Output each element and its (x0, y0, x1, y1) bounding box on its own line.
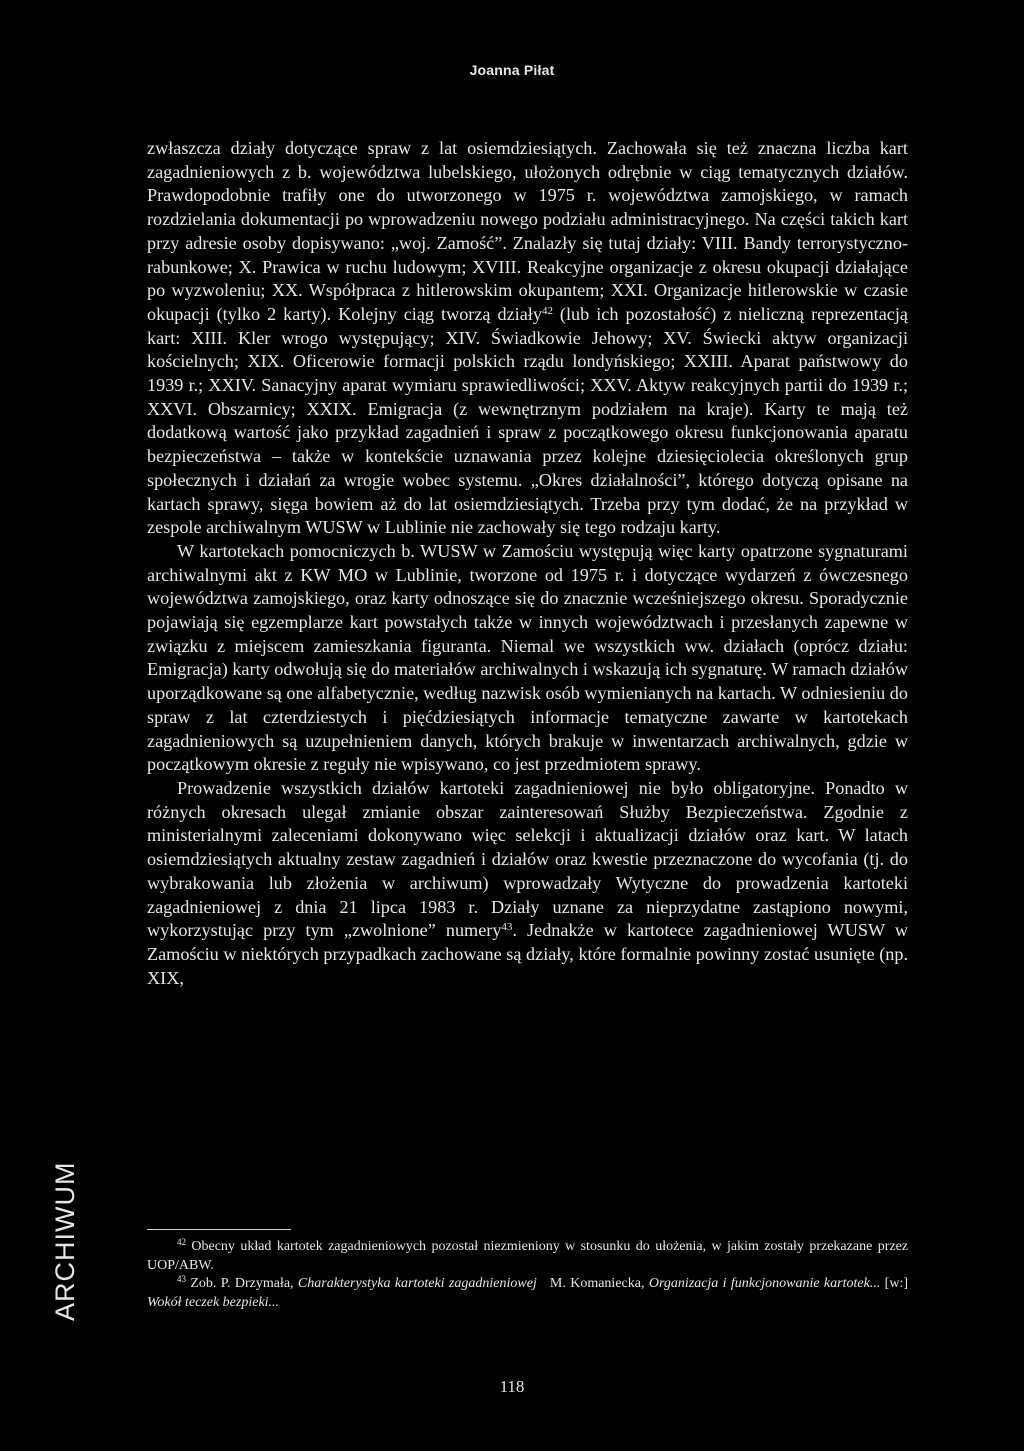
footnote-43-post: [w:] (880, 1276, 908, 1291)
paragraph-1-part-a: zwłaszcza działy dotyczące spraw z lat osiemdziesiątych. Zachowała się też znaczna liczba kart zagadnieniowych z b. województwa lubelskiego, ułożonych odrębnie w ciąg tematycznych działów. Prawdopodobnie trafiły one do utworzonego w 1975 r. województwa zamojskiego, w ramach rozdzielania dokumentacji po wprowadzeniu nowego podziału administracyjnego. Na części takich kart przy adresie osoby dopisywano: „woj. Zamość”. Znalazły się tutaj działy: VIII. Bandy terrorystyczno-rabunkowe; X. Prawica w ruchu ludowym; XVIII. Reakcyjne organizacje z okresu okupacji działające po wyzwoleniu; XX. Współpraca z hitlerowskim okupantem; XXI. Organizacje hitlerowskie w czasie okupacji (tylko 2 karty). Kolejny ciąg tworzą działy (147, 138, 908, 324)
paragraph-3-part-a: Prowadzenie wszystkich działów kartoteki zagadnieniowej nie było obligatoryjne. Ponadto w różnych okresach ulegał zmianie obszar zainteresowań Służby Bezpieczeństwa. Zgodnie z ministerialnymi zaleceniami dokonywano więc selekcji i aktualizacji działów oraz kart. W latach osiemdziesiątych aktualny zestaw zagadnień i działów oraz kwestie przeznaczone do wycofania (tj. do wybrakowania lub złożenia w archiwum) wprowadzały Wytyczne do prowadzenia kartoteki zagadnieniowej z dnia 21 lipca 1983 r. Działy uznane za nieprzydatne zastąpiono nowymi, wykorzystując przy tym „zwolnione” numery (147, 777, 908, 941)
footnote-43 (147, 1275, 908, 1312)
footnote-separator (147, 1229, 291, 1230)
paragraph-2 (147, 540, 908, 777)
footnote-42 (147, 1238, 908, 1275)
footnote-43-number: 43 (177, 1274, 186, 1284)
footnote-43-title-2: Organizacja i funkcjonowanie kartotek... (648, 1276, 881, 1291)
footnotes (147, 1238, 908, 1312)
paragraph-1-part-b: (lub ich pozostałość) z nieliczną reprezentacją kart: XIII. Kler wrogo występujący; XIV. Świadkowie Jehowy; XV. Świecki aktyw organizacji kościelnych; XIX. Oficerowie formacji polskich rządu londyńskiego; XXIII. Aparat państwowy do 1939 r.; XXIV. Sanacyjny aparat wymiaru sprawiedliwości; XXV. Aktyw reakcyjnych partii do 1939 r.; XXVI. Obszarnicy; XXIX. Emigracja (z wewnętrznym podziałem na kraje). Karty te mają też dodatkową wartość jako przykład zagadnień i spraw z początkowego okresu funkcjonowania aparatu bezpieczeństwa – także w kontekście uznawania przez kolejne dziesięciolecia określonych grup społecznych i działań za wrogie wobec systemu. „Okres działalności”, którego dotyczą opisane na kartach sprawy, sięga bowiem aż do lat osiemdziesiątych. Trzeba przy tym dodać, że na przykład w zespole archiwalnym WUSW w Lublinie nie zachowały się tego rodzaju karty. (147, 303, 908, 538)
running-header-author: Joanna Piłat (469, 62, 555, 78)
paragraph-1 (147, 137, 908, 540)
footnote-ref-42[interactable]: 42 (541, 304, 553, 317)
main-text (147, 137, 908, 990)
footnote-43-pre: Zob. P. Drzymała, (186, 1276, 298, 1291)
footnote-42-text: Obecny układ kartotek zagadnieniowych pozostał niezmieniony w stosunku do ułożenia, w jakim zostały przekazane przez UOP/ABW. (147, 1239, 908, 1273)
footnote-43-mid: M. Komaniecka, (536, 1276, 649, 1291)
side-label-archiwum: ARCHIWUM (50, 1161, 80, 1321)
paragraph-2-text: W kartotekach pomocniczych b. WUSW w Zamościu występują więc karty opatrzone sygnaturami archiwalnymi akt z KW MO w Lublinie, tworzone od 1975 r. i dotyczące wydarzeń z ówczesnego województwa zamojskiego, oraz karty odnoszące się do znacznie wcześniejszego okresu. Sporadycznie pojawiają się egzemplarze kart powstałych także w innych województwach i przesłanych zapewne w związku z miejscem zamieszkania figuranta. Niemal we wszystkich ww. działach (oprócz działu: Emigracja) karty odwołują się do materiałów archiwalnych i wskazują ich sygnaturę. W ramach działów uporządkowane są one alfabetycznie, według nazwisk osób wymienianych na kartach. W odniesieniu do spraw z lat czterdziestych i pięćdziesiątych informacje tematyczne zawarte w kartotekach zagadnieniowych są uzupełnieniem danych, których brakuje w inwentarzach archiwalnych, gdzie w początkowym okresie z reguły nie wpisywano, co jest przedmiotem sprawy. (147, 540, 908, 775)
page-number: 118 (499, 1377, 525, 1396)
footnote-43-title-3: Wokół teczek bezpieki... (147, 1294, 280, 1310)
paragraph-3 (147, 777, 908, 990)
footnote-43-title-1: Charakterystyka kartoteki zagadnieniowej (297, 1276, 537, 1291)
paragraph-3-part-b: . Jednakże w kartotece zagadnieniowej WUSW w Zamościu w niektórych przypadkach zachowane są działy, które formalnie powinny zostać usunięte (np. XIX, (147, 920, 908, 988)
footnote-ref-43[interactable]: 43 (501, 921, 513, 934)
footnote-42-number: 42 (177, 1237, 186, 1247)
